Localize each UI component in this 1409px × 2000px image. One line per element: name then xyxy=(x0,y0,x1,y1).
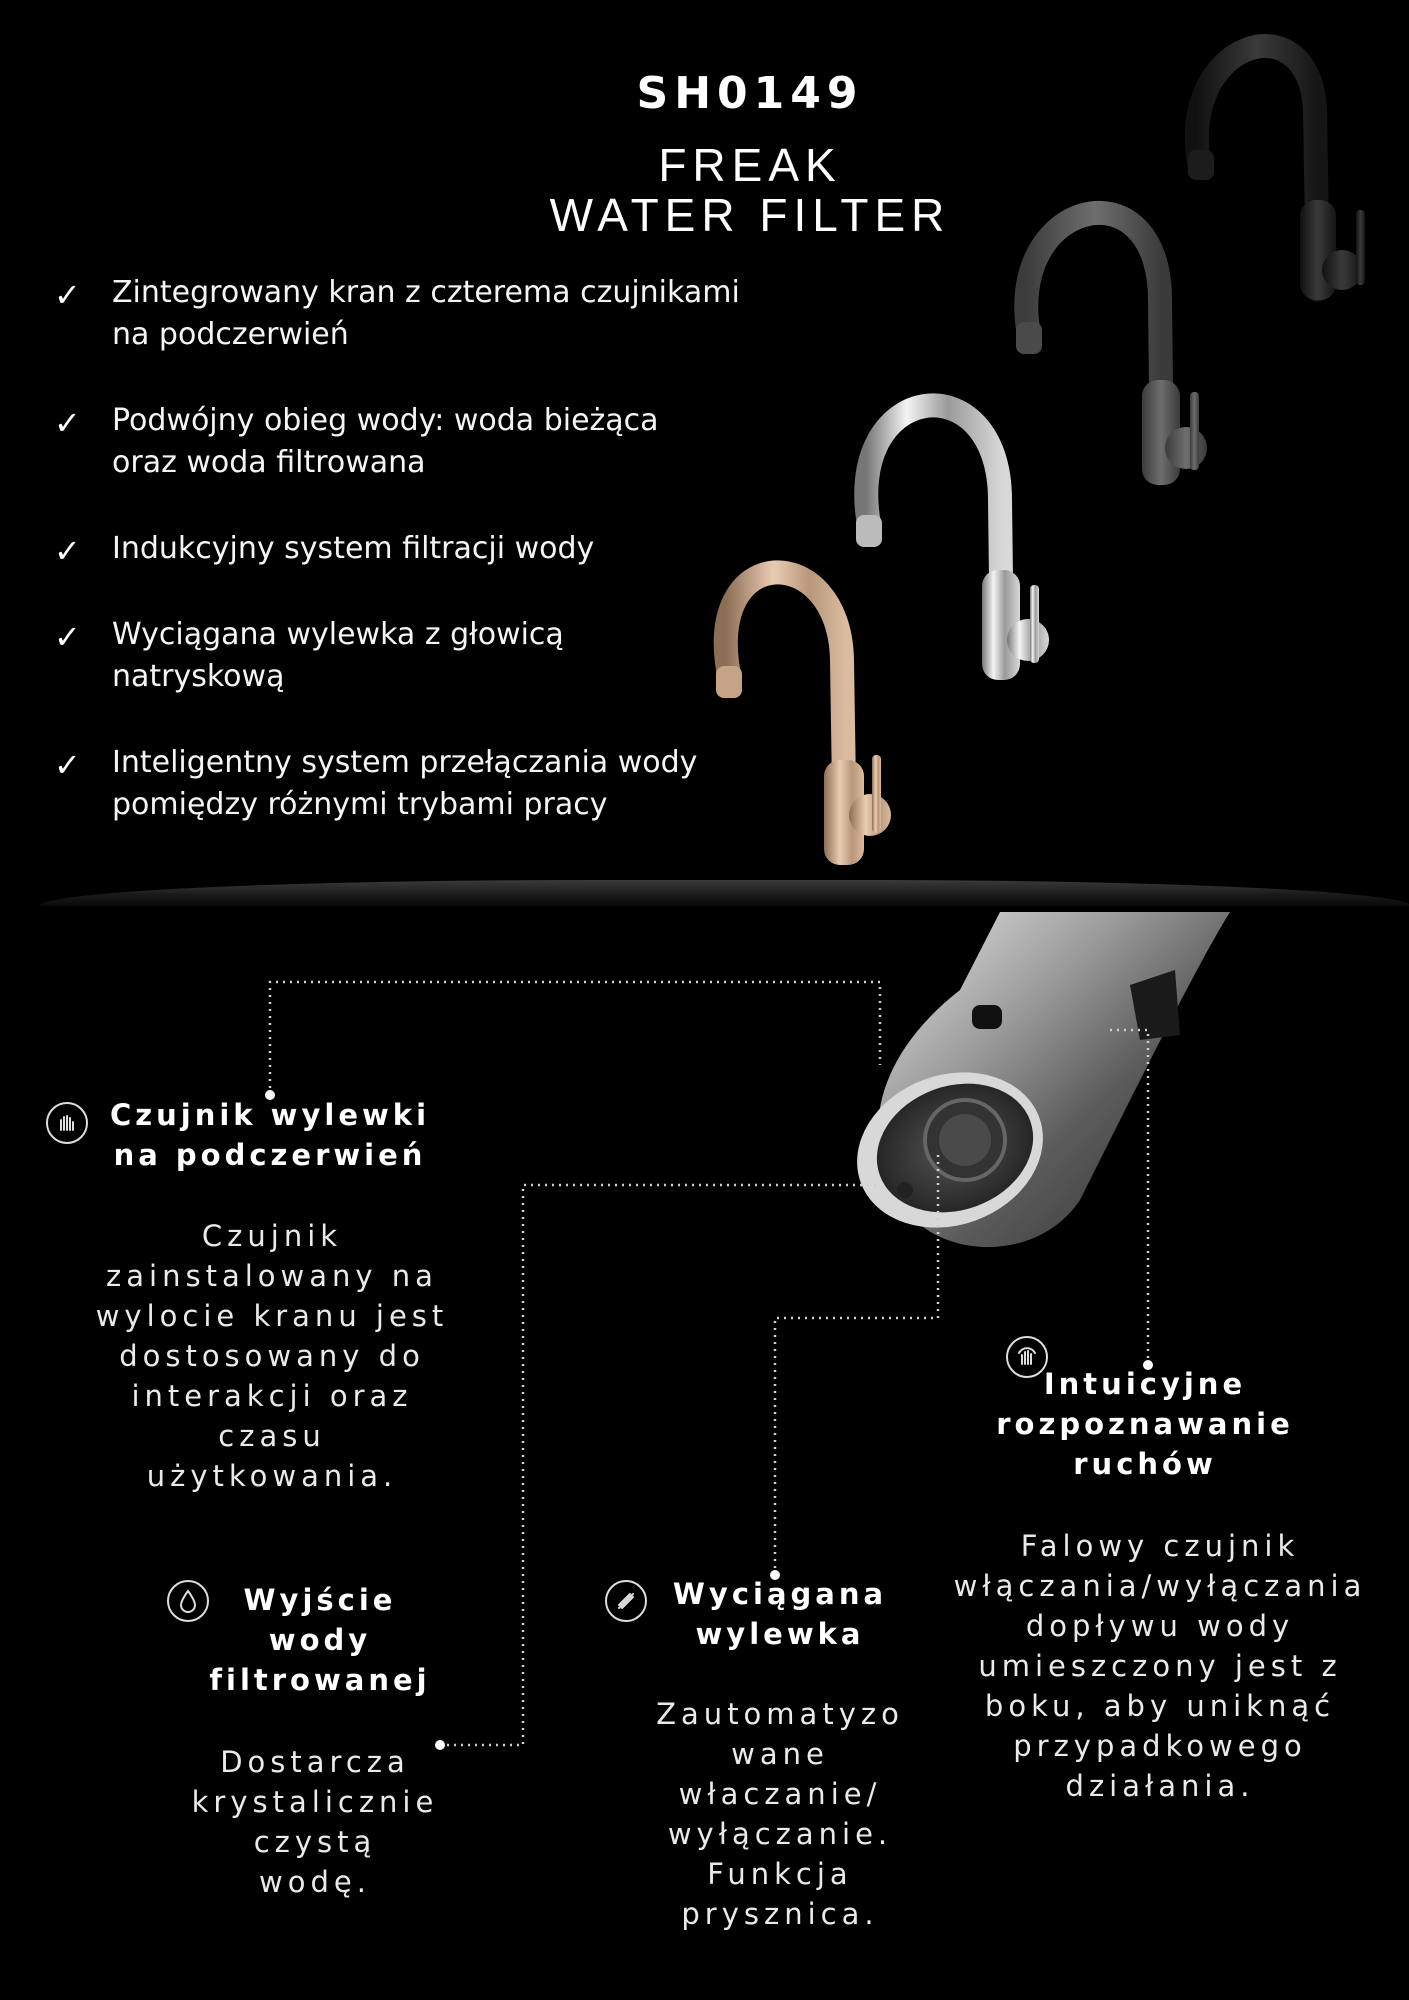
callout-filtered-body: Dostarcza krystalicznie czystą wodę. xyxy=(191,1745,439,1899)
model-number: SH0149 xyxy=(636,68,864,119)
callout-filtered-heading: Wyjście wody filtrowanej xyxy=(209,1583,431,1697)
leader-filtered xyxy=(440,1185,880,1745)
feature-text: Podwójny obieg wody: woda bieżąca oraz woda filtrowana xyxy=(112,403,659,480)
pull-out-spout-icon xyxy=(605,1580,647,1622)
hand-sensor-icon xyxy=(46,1102,88,1144)
check-icon: ✓ xyxy=(54,618,81,656)
callout-pullout-heading: Wyciągana wylewka xyxy=(672,1577,888,1651)
feature-text: Zintegrowany kran z czterema czujnikami na podczerwień xyxy=(112,275,740,352)
check-icon: ✓ xyxy=(54,746,81,784)
feature-text: Inteligentny system przełączania wody pomiędzy różnymi trybami pracy xyxy=(112,745,698,822)
feature-text: Wyciągana wylewka z głowicą natryskową xyxy=(112,617,564,694)
product-title: FREAK WATER FILTER xyxy=(549,139,951,241)
check-icon: ✓ xyxy=(54,276,81,314)
callout-pullout-body: Zautomatyzo wane właczanie/ wyłączanie. Funkcja prysznica. xyxy=(656,1697,904,1931)
callout-sensor-heading: Czujnik wylewki na podczerwień xyxy=(109,1098,431,1172)
feature-text: Indukcyjny system filtracji wody xyxy=(112,531,595,566)
callout-gesture-heading: Intuicyjne rozpoznawanie ruchów xyxy=(996,1367,1294,1481)
callout-sensor-body: Czujnik zainstalowany na wylocie kranu jest dostosowany do interakcji oraz czasu użytkowania. xyxy=(95,1219,449,1493)
spout-head-image xyxy=(835,912,1230,1253)
callout-gesture-body: Falowy czujnik włączania/wyłączania dopływu wody umieszczony jest z boku, aby uniknąć przypadkowego działania. xyxy=(953,1529,1367,1803)
check-icon: ✓ xyxy=(54,532,81,570)
check-icon: ✓ xyxy=(54,404,81,442)
leader-sensor xyxy=(270,982,880,1095)
